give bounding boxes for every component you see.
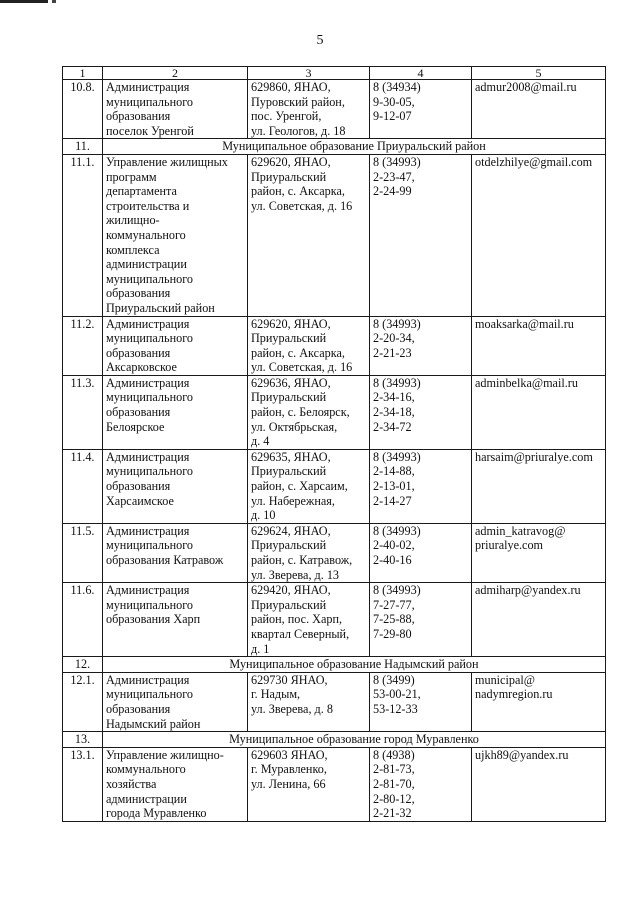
- email-address: admur2008@mail.ru: [472, 80, 606, 139]
- phone-numbers: 8 (34993) 2-23-47, 2-24-99: [370, 154, 472, 316]
- section-row: [63, 657, 606, 673]
- table-row: [63, 672, 606, 731]
- table-row: [63, 316, 606, 375]
- header-cell-3: 3: [248, 67, 370, 80]
- contacts-table: [62, 66, 606, 822]
- phone-numbers: 8 (34993) 2-20-34, 2-21-23: [370, 316, 472, 375]
- postal-address: 629635, ЯНАО, Приуральский район, с. Харсаим, ул. Набережная, д. 10: [248, 449, 370, 523]
- entry-number: 11.6.: [63, 583, 103, 657]
- email-address: adminbelka@mail.ru: [472, 375, 606, 449]
- phone-numbers: 8 (3499) 53-00-21, 53-12-33: [370, 672, 472, 731]
- email-address: municipal@ nadymregion.ru: [472, 672, 606, 731]
- entry-number: 13.1.: [63, 747, 103, 821]
- entry-number: 11.5.: [63, 523, 103, 582]
- section-row: [63, 139, 606, 155]
- email-address: admin_katravog@ priuralye.com: [472, 523, 606, 582]
- entry-number: 11.3.: [63, 375, 103, 449]
- table-row: [63, 375, 606, 449]
- organization-name: Управление жилищно- коммунального хозяйства администрации города Муравленко: [103, 747, 248, 821]
- phone-numbers: 8 (34934) 9-30-05, 9-12-07: [370, 80, 472, 139]
- phone-numbers: 8 (4938) 2-81-73, 2-81-70, 2-80-12, 2-21-32: [370, 747, 472, 821]
- entry-number: 12.1.: [63, 672, 103, 731]
- email-address: moaksarka@mail.ru: [472, 316, 606, 375]
- table-body: [63, 67, 606, 822]
- table-row: [63, 154, 606, 316]
- table-row: [63, 583, 606, 657]
- section-number: 12.: [63, 657, 103, 673]
- phone-numbers: 8 (34993) 2-34-16, 2-34-18, 2-34-72: [370, 375, 472, 449]
- table-row: [63, 523, 606, 582]
- table-row: [63, 747, 606, 821]
- table-header-row: [63, 67, 606, 80]
- header-cell-5: 5: [472, 67, 606, 80]
- phone-numbers: 8 (34993) 7-27-77, 7-25-88, 7-29-80: [370, 583, 472, 657]
- email-address: admiharp@yandex.ru: [472, 583, 606, 657]
- section-title: Муниципальное образование Надымский район: [103, 657, 606, 673]
- postal-address: 629860, ЯНАО, Пуровский район, пос. Уренгой, ул. Геологов, д. 18: [248, 80, 370, 139]
- postal-address: 629624, ЯНАО, Приуральский район, с. Катравож, ул. Зверева, д. 13: [248, 523, 370, 582]
- entry-number: 11.1.: [63, 154, 103, 316]
- scan-corner-mark: [0, 0, 48, 3]
- header-cell-1: 1: [63, 67, 103, 80]
- section-row: [63, 732, 606, 748]
- section-title: Муниципальное образование город Муравленко: [103, 732, 606, 748]
- organization-name: Администрация муниципального образования Белоярское: [103, 375, 248, 449]
- header-cell-2: 2: [103, 67, 248, 80]
- organization-name: Администрация муниципального образования Харсаимское: [103, 449, 248, 523]
- table-row: [63, 449, 606, 523]
- email-address: ujkh89@yandex.ru: [472, 747, 606, 821]
- phone-numbers: 8 (34993) 2-14-88, 2-13-01, 2-14-27: [370, 449, 472, 523]
- organization-name: Управление жилищных программ департамента строительства и жилищно- коммунального комплекса администрации муниципального образования Приуральский район: [103, 154, 248, 316]
- entry-number: 11.2.: [63, 316, 103, 375]
- table-row: [63, 80, 606, 139]
- postal-address: 629620, ЯНАО, Приуральский район, с. Аксарка, ул. Советская, д. 16: [248, 154, 370, 316]
- postal-address: 629420, ЯНАО, Приуральский район, пос. Харп, квартал Северный, д. 1: [248, 583, 370, 657]
- email-address: otdelzhilye@gmail.com: [472, 154, 606, 316]
- entry-number: 10.8.: [63, 80, 103, 139]
- organization-name: Администрация муниципального образования поселок Уренгой: [103, 80, 248, 139]
- scan-corner-mark: [52, 0, 56, 3]
- organization-name: Администрация муниципального образования Харп: [103, 583, 248, 657]
- entry-number: 11.4.: [63, 449, 103, 523]
- section-number: 13.: [63, 732, 103, 748]
- header-cell-4: 4: [370, 67, 472, 80]
- postal-address: 629730 ЯНАО, г. Надым, ул. Зверева, д. 8: [248, 672, 370, 731]
- postal-address: 629620, ЯНАО, Приуральский район, с. Аксарка, ул. Советская, д. 16: [248, 316, 370, 375]
- email-address: harsaim@priuralye.com: [472, 449, 606, 523]
- postal-address: 629636, ЯНАО, Приуральский район, с. Белоярск, ул. Октябрьская, д. 4: [248, 375, 370, 449]
- postal-address: 629603 ЯНАО, г. Муравленко, ул. Ленина, 66: [248, 747, 370, 821]
- organization-name: Администрация муниципального образования Надымский район: [103, 672, 248, 731]
- organization-name: Администрация муниципального образования Аксарковское: [103, 316, 248, 375]
- section-number: 11.: [63, 139, 103, 155]
- section-title: Муниципальное образование Приуральский район: [103, 139, 606, 155]
- phone-numbers: 8 (34993) 2-40-02, 2-40-16: [370, 523, 472, 582]
- page-number: 5: [316, 33, 324, 48]
- organization-name: Администрация муниципального образования Катравож: [103, 523, 248, 582]
